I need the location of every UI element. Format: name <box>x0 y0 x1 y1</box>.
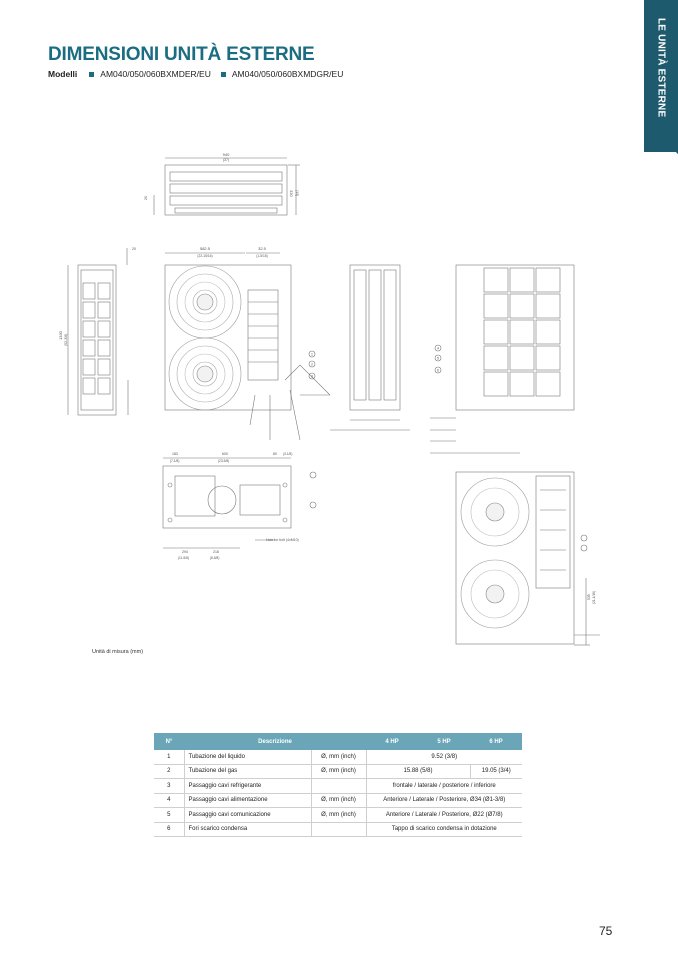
table-row: 6 Fori scarico condensa Tappo di scarico condensa in dotazione <box>154 822 522 837</box>
col-5hp: 5 HP <box>418 733 470 750</box>
callout-number: 2 <box>311 362 313 367</box>
dim-325: 32.5 <box>258 246 266 251</box>
dim-294-in: (11-5/8) <box>178 556 189 560</box>
dim-20-top: 20 <box>144 196 148 200</box>
callout-number: 5 <box>437 356 439 361</box>
model-code-2: AM040/050/060BXMDGR/EU <box>231 69 344 79</box>
dim-600: 600 <box>222 452 228 456</box>
dim-1330-in: (52-3/8) <box>64 333 68 346</box>
dim-940: 940 <box>222 152 230 157</box>
right-side-view <box>330 265 410 430</box>
table-row: 5 Passaggio cavi comunicazione Ø, mm (inch) Anteriore / Laterale / Posteriore, Ø22 (Ø7/8) <box>154 808 522 823</box>
table-row: 4 Passaggio cavi alimentazione Ø, mm (inch) Anteriore / Laterale / Posteriore, Ø34 (Ø1-3/8) <box>154 793 522 808</box>
col-4hp: 4 HP <box>366 733 418 750</box>
front-callouts <box>285 351 330 395</box>
dim-183-in: (7-1/8) <box>170 459 180 463</box>
col-n: N° <box>154 733 184 750</box>
dim-5825: 582.5 <box>199 246 211 251</box>
col-6hp: 6 HP <box>470 733 522 750</box>
dim-80-in: (3-1/8) <box>283 452 293 456</box>
dim-183: 183 <box>172 452 178 456</box>
table-row: 2 Tubazione del gas Ø, mm (inch) 15.88 (5/8) 19.05 (3/4) <box>154 764 522 779</box>
col-description: Descrizione <box>184 733 366 750</box>
table-header-row <box>154 733 522 750</box>
left-side-view <box>58 247 136 415</box>
top-view <box>144 152 300 215</box>
dim-330-in: (13) <box>295 190 299 197</box>
dim-535: 535 <box>587 594 591 600</box>
dim-535-in: (21-1/16) <box>592 591 596 604</box>
dim-218: 218 <box>213 550 219 554</box>
page-number: 75 <box>599 924 613 938</box>
callout-number: 6 <box>437 368 439 373</box>
table-row: 3 Passaggio cavi refrigerante frontale / laterale / posteriore / inferiore <box>154 779 522 794</box>
connections-table <box>154 733 522 837</box>
callout-number: 4 <box>437 346 439 351</box>
dim-294: 294 <box>182 550 188 554</box>
dim-218-in: (8-5/8) <box>210 556 220 560</box>
callout-number: 1 <box>311 352 313 357</box>
front-view <box>165 246 300 440</box>
front-open-view <box>456 472 600 645</box>
dim-80: 80 <box>273 452 277 456</box>
dim-600-in: (23-5/8) <box>218 459 230 463</box>
dim-325-in: (1-5/16) <box>256 254 268 258</box>
models-label: Modelli <box>48 69 78 79</box>
bottom-view <box>163 452 316 560</box>
table-row: 1 Tubazione del liquido Ø, mm (inch) 9.52 (3/8) <box>154 750 522 764</box>
rear-view <box>430 265 574 453</box>
model-code-1: AM040/050/060BXMDER/EU <box>100 69 211 79</box>
dim-1330: 1330 <box>58 331 63 340</box>
dim-330: 330 <box>289 190 294 197</box>
unit-note: Unità di misura (mm) <box>92 649 144 655</box>
dim-20-side: 20 <box>132 247 136 251</box>
hole-note: Hole for bolt (4xM10) <box>266 538 299 542</box>
section-tab-label: LE UNITÀ ESTERNE <box>655 18 667 118</box>
dim-940-in: (37) <box>222 158 230 162</box>
callout-number: 3 <box>311 374 313 379</box>
page-title: DIMENSIONI UNITÀ ESTERNE <box>48 44 315 65</box>
dim-5825-in: (22-15/16) <box>197 254 213 258</box>
